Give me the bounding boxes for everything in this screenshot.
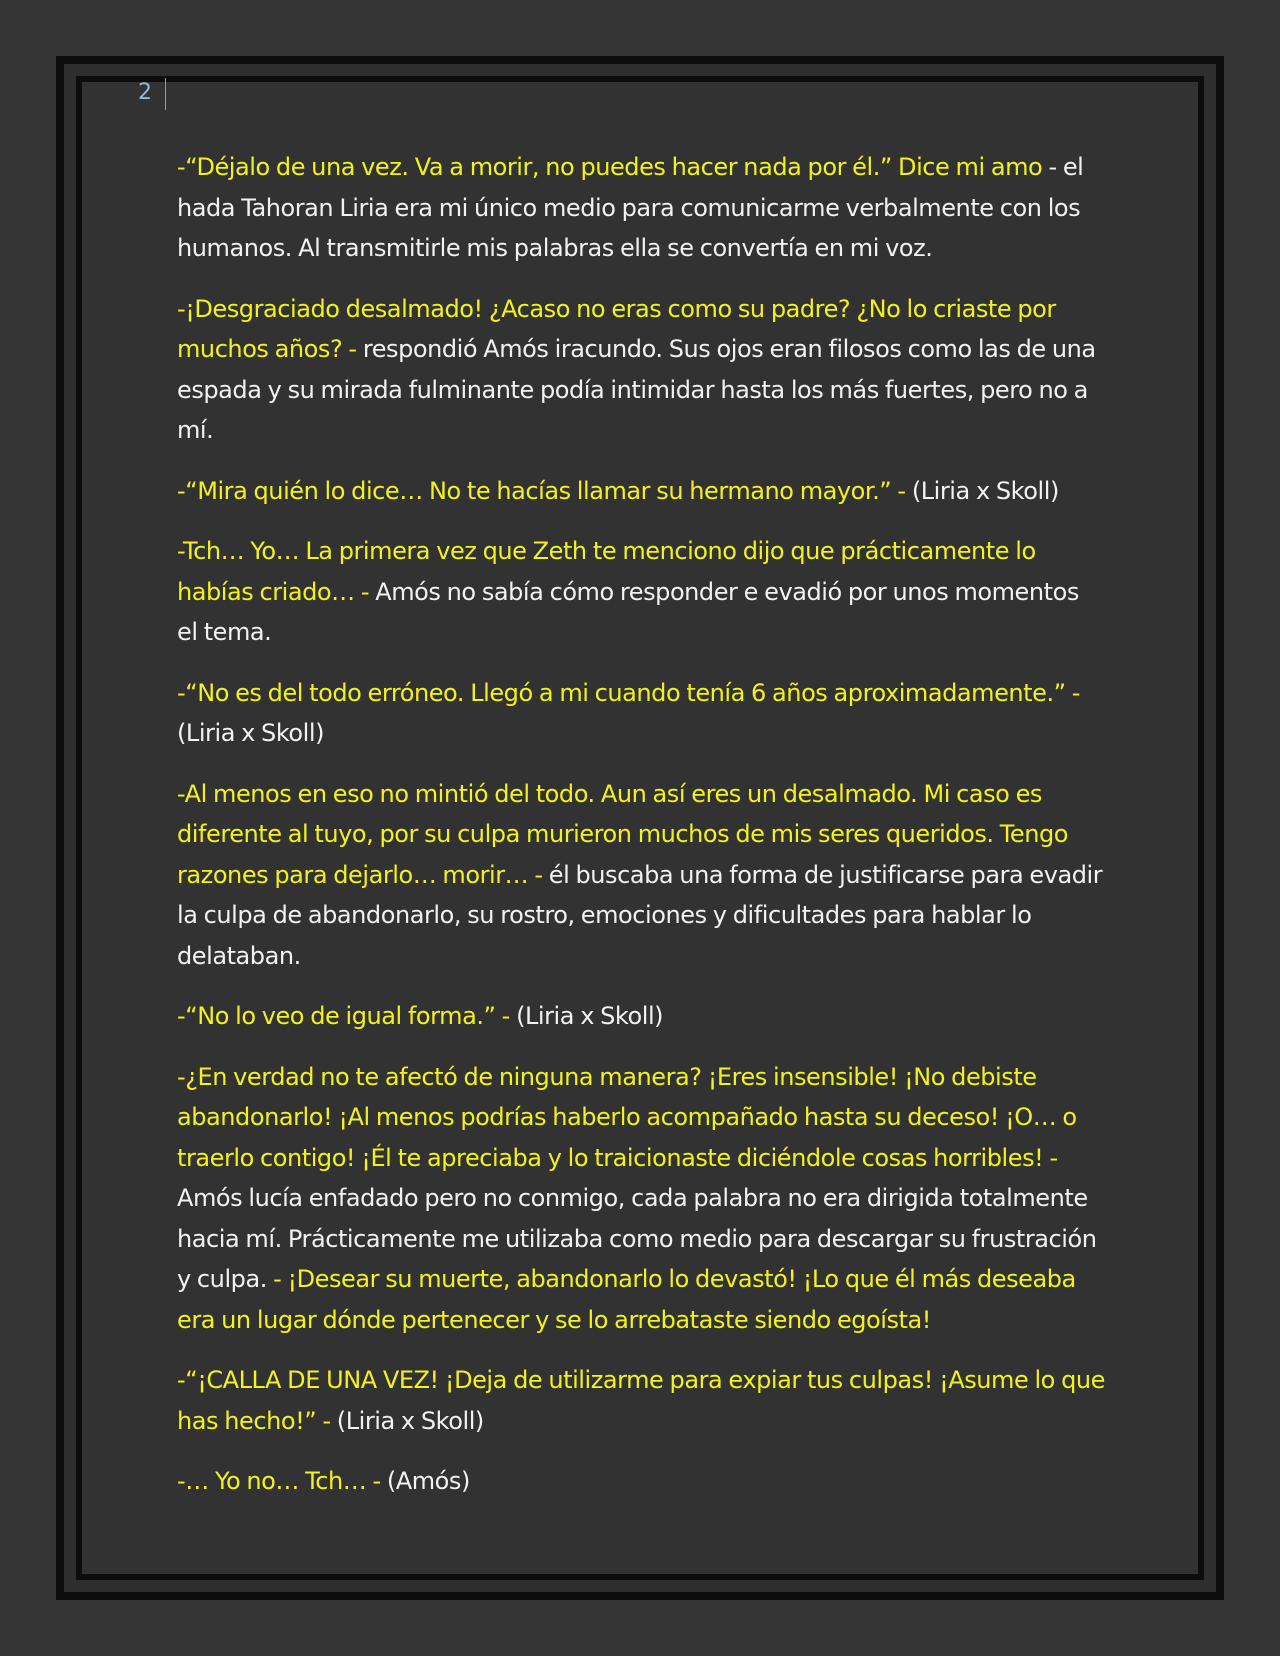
dialogue-text: -Al menos en eso no mintió del todo. Aun así eres un desalmado. Mi caso es diferente al tuyo, por su culpa murieron muchos de mis seres queridos. Tengo razones para dejarlo… morir… - (177, 779, 1068, 889)
paragraph (177, 1360, 1105, 1441)
dialogue-text: -… Yo no… Tch… - (177, 1467, 381, 1495)
dialogue-text: -“Mira quién lo dice… No te hacías llamar su hermano mayor.” - (177, 476, 906, 505)
paragraph (177, 289, 1105, 451)
dialogue-text: -¿En verdad no te afectó de ninguna manera? ¡Eres insensible! ¡No debiste abandonarlo! ¡Al menos podrías haberlo acompañado hasta su deceso! ¡O… o traerlo contigo! ¡Él te apreciaba y lo traicionaste diciéndole cosas horribles! - (177, 1062, 1077, 1172)
header-divider (165, 78, 166, 110)
dialogue-text: -¡Desgraciado desalmado! ¿Acaso no eras como su padre? ¿No lo criaste por muchos años? - (177, 294, 1056, 363)
dialogue-text: -“¡CALLA DE UNA VEZ! ¡Deja de utilizarme para expiar tus culpas! ¡Asume lo que has hecho!” - (177, 1366, 1105, 1435)
narration-text: Amós no sabía cómo responder e evadió por unos momentos el tema. (177, 577, 1079, 646)
dialogue-text: -“No es del todo erróneo. Llegó a mi cuando tenía 6 años aproximadamente.” - (177, 678, 1080, 707)
speaker-tag: (Liria x Skoll) (177, 719, 325, 747)
paragraph (177, 471, 1105, 512)
narration-text: respondió Amós iracundo. Sus ojos eran filosos como las de una espada y su mirada fulminante podía intimidar hasta los más fuertes, pero no a mí. (177, 335, 1096, 444)
paragraph (177, 147, 1105, 269)
paragraph (177, 996, 1105, 1037)
narration-text: él buscaba una forma de justificarse para evadir la culpa de abandonarlo, su rostro, emociones y dificultades para hablar lo delataban. (177, 860, 1103, 970)
paragraph (177, 531, 1105, 653)
speaker-tag: (Liria x Skoll) (905, 476, 1059, 505)
narration-text: - el hada Tahoran Liria era mi único medio para comunicarme verbalmente con los humanos. Al transmitirle mis palabras ella se convertía en mi voz. (177, 153, 1084, 262)
speaker-tag: (Amós) (380, 1467, 470, 1495)
paragraph (177, 1057, 1105, 1341)
dialogue-text: -“Déjalo de una vez. Va a morir, no puedes hacer nada por él.” Dice mi amo (177, 153, 1043, 181)
dialogue-text: -Tch… Yo… La primera vez que Zeth te menciono dijo que prácticamente lo habías criado… - (177, 537, 1036, 606)
paragraph (177, 774, 1105, 977)
paragraph (177, 673, 1105, 754)
dialogue-text: - ¡Desear su muerte, abandonarlo lo devastó! ¡Lo que él más deseaba era un lugar dónde pertenecer y se lo arrebataste siendo egoísta! (177, 1265, 1076, 1334)
document-body (177, 147, 1105, 1522)
page-number: 2 (138, 80, 152, 105)
speaker-tag: (Liria x Skoll) (330, 1406, 484, 1435)
paragraph (177, 1461, 1105, 1502)
dialogue-text: -“No lo veo de igual forma.” - (177, 1002, 510, 1030)
narration-text: Amós lucía enfadado pero no conmigo, cada palabra no era dirigida totalmente hacia mí. Prácticamente me utilizaba como medio para descargar su frustración y culpa. (177, 1184, 1097, 1293)
speaker-tag: (Liria x Skoll) (509, 1002, 664, 1030)
